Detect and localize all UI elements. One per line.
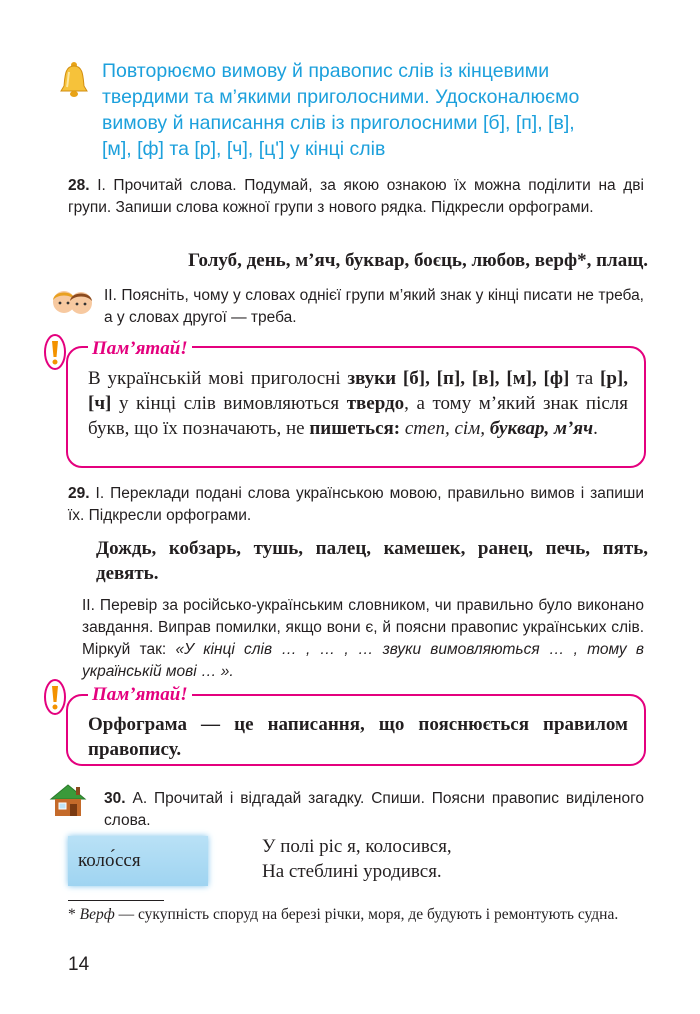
memo-1-bold-part: пишеться: bbox=[309, 418, 401, 439]
intro-line-4: [м], [ф] та [р], [ч], [ц'] у кінці слів bbox=[102, 138, 386, 160]
task-text: І. Прочитай слова. Подумай, за якою ознакою їх можна поділити на дві групи. Запиши слова кожної групи з нового рядка. Підкресли орфограми. bbox=[68, 177, 644, 216]
memo-1-text-part: у кінці слів вимовляються bbox=[111, 393, 347, 414]
exclamation-icon bbox=[44, 333, 66, 371]
task-30 bbox=[104, 788, 644, 832]
memo-2-definition: це написання, що пояснюється правилом правопису. bbox=[88, 714, 628, 760]
task-text: А. Прочитай і відгадай загадку. Спиши. Поясни правопис виділеного слова. bbox=[104, 790, 645, 829]
footnote-text: — сукупність споруд на березі річки, моря, де будують і ремонтують судна. bbox=[114, 906, 619, 923]
task-number: 30. bbox=[104, 790, 126, 807]
memo-1-bold-part: [р], [ч] bbox=[88, 368, 628, 414]
task-29-words: Дождь, кобзарь, тушь, палец, камешек, ранец, печь, пять, девять. bbox=[96, 538, 648, 584]
memo-1-text-part: В українській мові приголосні bbox=[88, 368, 348, 389]
memo-1-text bbox=[88, 366, 628, 441]
memo-2-text bbox=[88, 712, 628, 762]
memo-2-title: Пам’ятай! bbox=[88, 684, 192, 706]
bell-icon bbox=[58, 60, 90, 100]
footnote-marker: * bbox=[68, 906, 80, 923]
house-icon bbox=[48, 782, 88, 818]
page-number: 14 bbox=[68, 954, 90, 975]
task-28-part-2: ІІ. Поясніть, чому у словах однієї групи м’який знак у кінці писати не треба, а у словах другої — треба. bbox=[104, 287, 644, 326]
task-number: 29. bbox=[68, 485, 90, 502]
memo-1-bold-part: звуки [б], [п], [в], [м], [ф] bbox=[347, 368, 570, 389]
highlighted-word: коло́сся bbox=[78, 850, 141, 871]
task-reasoning-template: «У кінці слів … , … , … звуки вимовляються … , тому в українській мові … ». bbox=[82, 641, 644, 680]
memo-1-title: Пам’ятай! bbox=[88, 338, 192, 360]
footnote-term: Верф bbox=[79, 906, 115, 923]
memo-2-term: Орфограма — bbox=[88, 714, 221, 735]
task-28-part-1 bbox=[68, 175, 644, 219]
memo-1-text-part: . bbox=[593, 418, 598, 439]
task-29-part-2 bbox=[82, 595, 644, 683]
riddle-line-1: У полі ріс я, колосився, bbox=[262, 836, 452, 857]
footnote bbox=[68, 904, 644, 925]
memo-1-text-part: , а тому м’який знак після букв, що їх позначають, не bbox=[88, 393, 629, 439]
memo-1-example-bold: буквар, м’яч bbox=[489, 418, 594, 439]
memo-1-example: степ, сім, bbox=[404, 418, 490, 439]
memo-1-text-part: та bbox=[569, 368, 601, 389]
task-28-words: Голуб, день, м’яч, буквар, боєць, любов, верф*, плащ. bbox=[188, 250, 648, 271]
kids-icon bbox=[48, 284, 96, 316]
memo-1-bold-part: твердо bbox=[346, 393, 405, 414]
riddle-line-2: На стеблині уродився. bbox=[262, 861, 442, 882]
task-text: ІІ. Перевір за російсько-українським словником, чи правильно було виконано завдання. Виправ помилки, якщо вони є, й поясни правопис українських слів. Міркуй так: bbox=[82, 597, 644, 658]
intro-line-1: Повторюємо вимову й правопис слів із кінцевими bbox=[102, 60, 550, 82]
task-text: І. Переклади подані слова українською мовою, правильно вимов і запиши їх. Підкресли орфограми. bbox=[68, 485, 644, 524]
intro-line-3: вимову й написання слів із приголосними [б], [п], [в], bbox=[102, 112, 575, 134]
footnote-divider bbox=[68, 900, 164, 901]
task-number: 28. bbox=[68, 177, 90, 194]
lesson-intro bbox=[102, 58, 662, 162]
exclamation-icon bbox=[44, 678, 66, 716]
riddle bbox=[262, 834, 452, 884]
intro-line-2: твердими та м’якими приголосними. Удосконалюємо bbox=[102, 86, 580, 108]
task-29-part-1 bbox=[68, 483, 644, 527]
